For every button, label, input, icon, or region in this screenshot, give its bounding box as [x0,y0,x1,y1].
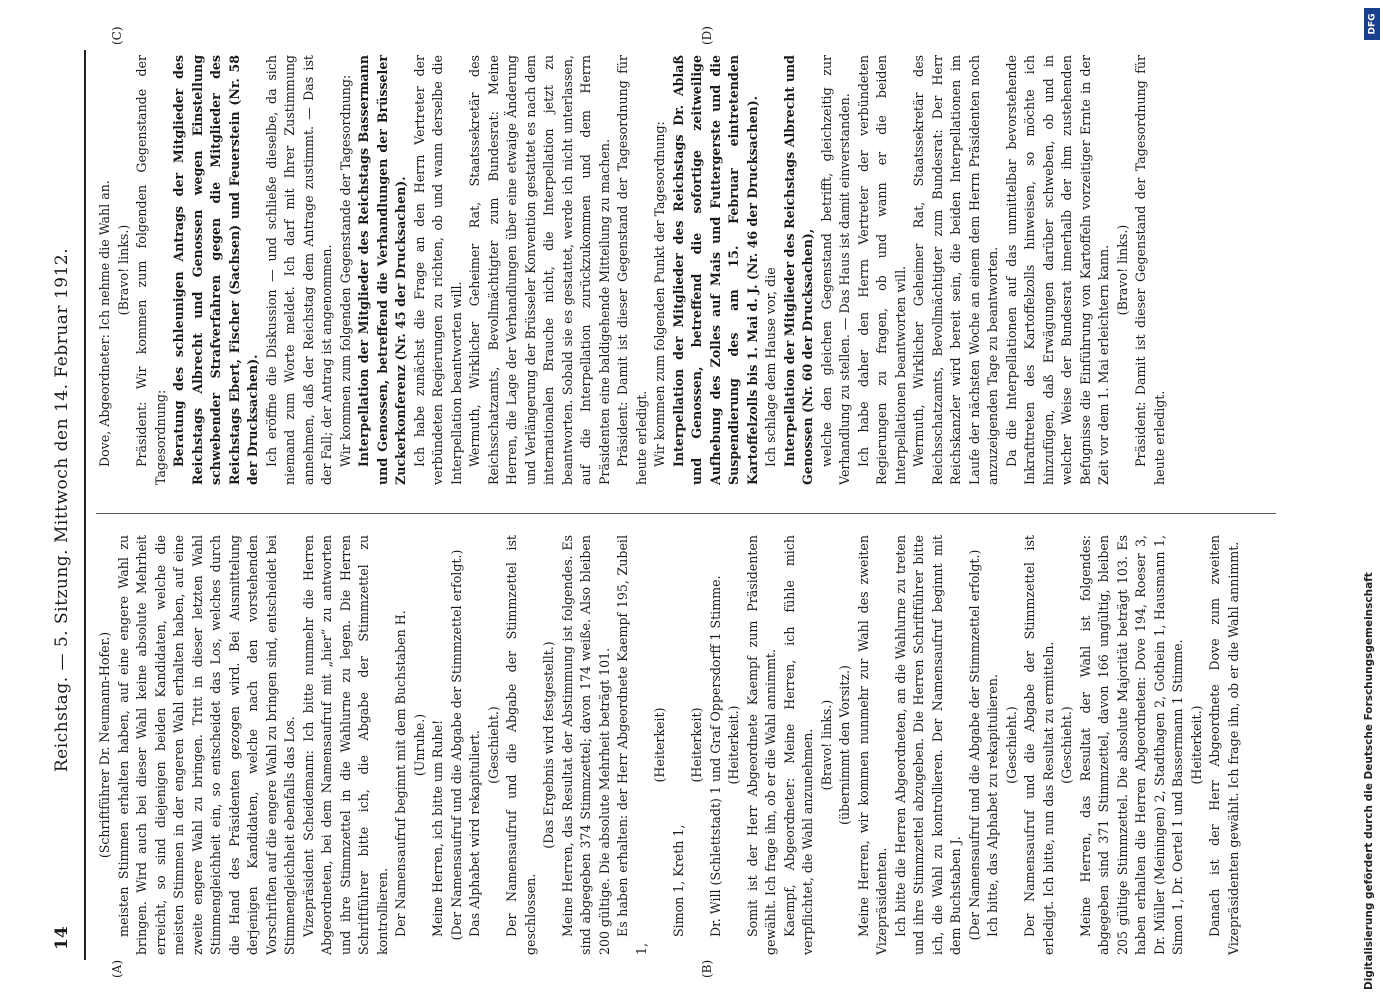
paragraph: Ich bitte die Herren Abgeordneten, an die Wahlurne zu treten und ihre Stimmzettel abzugeben. Die Herren Schriftführer bitte ich, die Wahl zu kontrollieren. Der Namensaufruf beginnt mit dem Buchstaben J. [892,535,963,955]
paragraph: Meine Herren, ich bitte um Ruhe! [430,719,445,937]
paragraph: Wermuth, Wirklicher Geheimer Rat, Staatssekretär des Reichsschatzamts, Bevollmächtigter zum Bundesrat: Der Herr Reichskanzler wird bereit sein, die beiden Interpellationen im Laufe der nächsten Woche an einem dem Herrn Präsidenten noch anzuzeigenden Tage zu beantworten. [911,55,1000,485]
header-rule [84,50,86,960]
paragraph: Meine Herren, das Resultat der Wahl ist folgendes: abgegeben sind 371 Stimmzettel, davon 166 ungültig, bleiben 205 gültige Stimmzettel. Die absolute Majorität beträgt 103. Es haben erhalten die Herren Abgeordneten: Dove 194, Roeser 3, Dr. Müller (Meiningen) 2, Stadthagen 2, Gothein 1, Hausmann 1, Simon 1, Dr. Oertel 1 und Bassermann 1 Stimme. [1077,535,1185,955]
running-header [52,60,74,960]
paragraph: (Das Ergebnis wird festgestellt.) [541,641,556,849]
paragraph: Es haben erhalten: der Herr Abgeordnete Kaempf 195, Zubeil 1, [615,535,649,955]
margin-marker-b: (B) [700,959,714,978]
paragraph: Der Namensaufruf beginnt mit dem Buchstaben H. [393,610,408,937]
paragraph: welche den gleichen Gegenstand betrifft, gleichzeitig zur Verhandlung zu stellen. — Das Haus ist damit einverstanden. [818,55,852,485]
paragraph: Vizepräsident Scheidemann: Ich bitte nunmehr die Herren Abgeordneten, bei dem Namensaufruf mit „hier“ zu antworten und ihre Stimmzettel in die Wahlurne zu legen. Die Herren Schriftführer bitte ich, die Abgabe der Stimmzettel zu kontrollieren. [300,535,390,955]
column-divider [96,513,1276,514]
paragraph: (übernimmt den Vorsitz.) [837,665,852,825]
paragraph: Da die Interpellationen auf das unmittelbar bevorstehende Inkrafttreten des Kartoffelzolls hinweisen, so möchte ich hinzufügen, daß Erwägungen darüber schweben, ob und in welcher Weise der Bundesrat innerhalb der ihm zustehenden Befugnisse die Einführung von Kartoffeln vorzeitiger Ernte in der Zeit vor dem 1. Mai erleichtern kann. [1003,55,1111,485]
margin-marker-a: (A) [110,959,124,978]
paragraph: (Geschieht.) [1059,706,1074,784]
paragraph: Danach ist der Herr Abgeordnete Dove zum zweiten Vizepräsidenten gewählt. Ich frage ihn, ob er die Wahl annimmt. [1207,535,1241,955]
paragraph: (Bravo! links.) [818,699,834,791]
dfg-logo-text: DFG [1367,13,1378,35]
right-column [96,55,1169,485]
paragraph: meisten Stimmen erhalten haben, auf eine engere Wahl zu bringen. Wird auch bei dieser Wahl keine absolute Mehrheit erreicht, so sind diejenigen beiden Kandidaten, welche die meisten Stimmen in der engeren Wahl erhalten haben, auf eine zweite engere Wahl zu bringen. Tritt in dieser letzten Wahl Stimmengleichheit ein, so entscheidet das Los, welches durch die Hand des Präsidenten gezogen wird. Bei Ausmittelung derjenigen Kandidaten, welche nach den vorstehenden Vorschriften auf die engere Wahl zu bringen sind, entscheidet bei Stimmengleichheit ebenfalls das Los. [115,535,297,955]
paragraph: (Heiterkeit.) [1188,705,1204,785]
paragraph: (Bravo! links.) [1114,224,1130,316]
paragraph: Interpellation der Mitglieder des Reichstags Albrecht und Genossen (Nr. 60 der Drucksachen), [781,55,815,485]
paragraph: Präsident: Wir kommen zum folgenden Gegenstande der Tagesordnung: [134,55,168,485]
paragraph: Präsident: Damit ist dieser Gegenstand der Tagesordnung für heute erledigt. [1133,55,1167,485]
margin-marker-d: (D) [700,26,714,45]
paragraph: (Bravo! links.) [115,224,131,316]
paragraph: Das Alphabet wird rekapituliert. [467,730,482,937]
paragraph: Dove, Abgeordneter: Ich nehme die Wahl an. [97,180,112,467]
paragraph: Simon 1, Kreth 1, [670,824,686,937]
paragraph: Dr. Will (Schlettstadt) 1 und Graf Oppersdorff 1 Stimme. [707,575,723,937]
paragraph: Ich habe daher den Herrn Vertreter der verbündeten Regierungen zu fragen, ob und wann er die beiden Interpellationen beantworten will. [855,55,908,485]
paragraph: (Heiterkeit.) [726,705,741,785]
paragraph: Der Namensaufruf und die Abgabe der Stimmzettel ist erledigt. Ich bitte, nun das Resultat zu ermitteln. [1022,535,1056,955]
paragraph: Ich bitte, das Alphabet zu rekapitulieren. [985,674,1000,937]
paragraph: (Heiterkeit) [652,707,667,783]
paragraph: (Der Namensaufruf und die Abgabe der Stimmzettel erfolgt.) [966,549,982,941]
paragraph: Wir kommen zum folgenden Gegenstande der Tagesordnung: [337,74,353,467]
paragraph: Interpellation der Mitglieder des Reichstags Bassermann und Genossen, betreffend die Verhandlungen der Brüsseler Zuckerkonferenz (Nr. 45 der Drucksachen). [356,55,408,485]
paragraph: (Unruhe.) [411,713,427,777]
paragraph: (Geschieht.) [1003,706,1019,784]
paragraph: (Der Namensaufruf und die Abgabe der Stimmzettel erfolgt.) [448,549,464,941]
paragraph: Ich eröffne die Diskussion — und schließe dieselbe, da sich niemand zum Worte meldet. Ich darf mit Ihrer Zustimmung annehmen, daß der Reichstag dem Antrage zustimmt. — Das ist der Fall; der Antrag ist angenommen. [263,55,334,485]
paragraph: Der Namensaufruf und die Abgabe der Stimmzettel ist geschlossen. [504,535,538,955]
digitization-footer: Digitalisierung gefördert durch die Deutsche Forschungsgemeinschaft [1363,572,1375,990]
page-number: 14 [52,926,72,950]
paragraph: Meine Herren, das Resultat der Abstimmung ist folgendes. Es sind abgegeben 374 Stimmzettel; davon 174 weiße. Also bleiben 200 gültige. Die absolute Mehrheit beträgt 101. [559,535,612,955]
paragraph: Präsident: Damit ist dieser Gegenstand der Tagesordnung für heute erledigt. [615,55,649,485]
paragraph: Ich schlage dem Hause vor, die [763,267,778,467]
paragraph: Meine Herren, wir kommen nunmehr zur Wahl des zweiten Vizepräsidenten. [855,535,889,955]
paragraph: Interpellation der Mitglieder des Reichstags Dr. Ablaß und Genossen, betreffend die sofortige zeitweilige Aufhebung des Zolles auf Mais und Futtergerste und die Suspendierung des am 15. Februar eintretenden Kartoffelzolls bis 1. Mai d. J. (Nr. 46 der Drucksachen). [670,55,760,485]
running-title: Reichstag. — 5. Sitzung. Mittwoch den 14. Februar 1912. [52,247,72,773]
paragraph: Beratung des schleunigen Antrags der Mitglieder des Reichstags Albrecht und Genossen wegen Einstellung schwebender Strafverfahren gegen die Mitglieder des Reichstags Ebert, Fischer (Sachsen) und Feuerstein (Nr. 58 der Drucksachen). [171,55,260,485]
paragraph: Wir kommen zum folgenden Punkt der Tagesordnung: [652,121,667,467]
left-column [96,535,1243,955]
margin-marker-c: (C) [110,26,124,45]
paragraph: (Heiterkeit) [689,707,704,783]
paragraph: Ich habe zunächst die Frage an den Herrn Vertreter der verbündeten Regierungen zu richten, ob und wann derselbe die Interpellation beantworten will. [411,55,464,485]
paragraph: Wermuth, Wirklicher Geheimer Rat, Staatssekretär des Reichsschatzamts, Bevollmächtigter zum Bundesrat: Meine Herren, die Lage der Verhandlungen über eine etwaige Änderung und Verlängerung der Brüsseler Konvention gestattet es nach dem internationalen Brauche nicht, die Interpellation jetzt zu beantworten. Sobald sie es gestattet, werde ich nicht unterlassen, auf die Interpellation zurückzukommen und dem Herrn Präsidenten eine baldigehende Mitteilung zu machen. [467,55,612,485]
paragraph: (Schriftführer Dr. Neumann-Hofer.) [97,631,112,859]
paragraph: (Geschieht.) [485,706,501,784]
paragraph: Somit ist der Herr Abgeordnete Kaempf zum Präsidenten gewählt. Ich frage ihn, ob er die Wahl annimmt. [744,535,778,955]
paragraph: Kaempf, Abgeordneter: Meine Herren, ich fühle mich verpflichtet, die Wahl anzunehmen. [781,535,815,955]
